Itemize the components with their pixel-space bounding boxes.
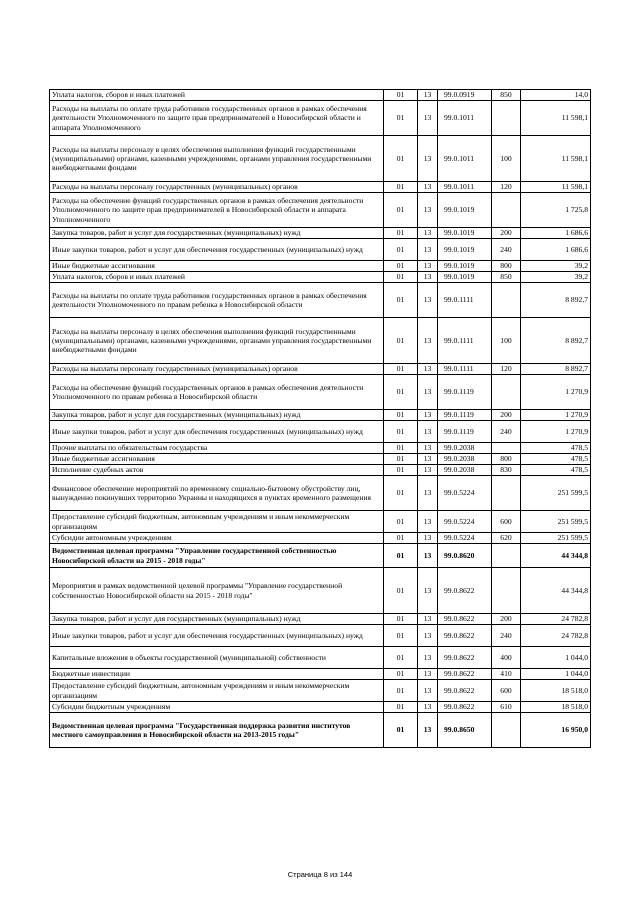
row-expense-type [492, 283, 521, 318]
row-subsection-code: 13 [418, 625, 438, 647]
row-expense-type [492, 713, 521, 748]
row-expense-type: 240 [492, 421, 521, 443]
row-expense-type: 240 [492, 625, 521, 647]
row-name: Бюджетные инвестиции [50, 669, 384, 680]
row-expense-type: 200 [492, 228, 521, 239]
row-name: Расходы на обеспечение функций государственных органов в рамках обеспечения деятельности Уполномоченного по правам ребенка в Новосибирской области [50, 375, 384, 410]
row-subsection-code: 13 [418, 283, 438, 318]
row-section-code: 01 [384, 193, 418, 228]
row-section-code: 01 [384, 465, 418, 476]
row-amount: 11 598,1 [521, 101, 591, 136]
table-row [50, 647, 591, 669]
row-expense-type: 600 [492, 680, 521, 702]
row-amount: 1 686,6 [521, 228, 591, 239]
row-expense-type: 850 [492, 90, 521, 101]
row-amount: 1 044,0 [521, 647, 591, 669]
row-name: Расходы на выплаты персоналу в целях обеспечения выполнения функций государственными (муниципальными) органами, казенными учреждениями, органами управления государственными внебюджетными фондами [50, 318, 384, 364]
row-section-code: 01 [384, 90, 418, 101]
row-target-article: 99.0.1019 [438, 272, 492, 283]
table-row [50, 375, 591, 410]
row-section-code: 01 [384, 410, 418, 421]
row-expense-type [492, 476, 521, 511]
row-amount: 8 892,7 [521, 364, 591, 375]
row-name: Прочие выплаты по обязательствам государства [50, 443, 384, 454]
table-row [50, 193, 591, 228]
row-target-article: 99.0.1019 [438, 261, 492, 272]
budget-table-body [50, 90, 591, 748]
row-target-article: 99.0.8622 [438, 625, 492, 647]
row-amount: 18 518,0 [521, 702, 591, 713]
row-name: Иные закупки товаров, работ и услуг для обеспечения государственных (муниципальных) нужд [50, 421, 384, 443]
table-row [50, 239, 591, 261]
row-name: Предоставление субсидий бюджетным, автономным учреждениям и иным некоммерческим организациям [50, 511, 384, 533]
row-amount: 16 950,0 [521, 713, 591, 748]
row-subsection-code: 13 [418, 272, 438, 283]
row-section-code: 01 [384, 182, 418, 193]
row-name: Иные бюджетные ассигнования [50, 261, 384, 272]
row-name: Субсидии автономным учреждениям [50, 533, 384, 544]
row-name: Ведомственная целевая программа "Государственная поддержка развития институтов местного самоуправления в Новосибирской области на 2013-2015 годы" [50, 713, 384, 748]
row-section-code: 01 [384, 568, 418, 614]
row-subsection-code: 13 [418, 410, 438, 421]
row-section-code: 01 [384, 228, 418, 239]
row-subsection-code: 13 [418, 101, 438, 136]
row-subsection-code: 13 [418, 421, 438, 443]
row-amount: 251 599,5 [521, 533, 591, 544]
row-expense-type [492, 443, 521, 454]
row-name: Уплата налогов, сборов и иных платежей [50, 272, 384, 283]
row-target-article: 99.0.1011 [438, 101, 492, 136]
row-amount: 1 686,6 [521, 239, 591, 261]
row-subsection-code: 13 [418, 669, 438, 680]
row-amount: 8 892,7 [521, 318, 591, 364]
row-section-code: 01 [384, 136, 418, 182]
row-target-article: 99.0.2038 [438, 465, 492, 476]
row-subsection-code: 13 [418, 90, 438, 101]
table-row [50, 669, 591, 680]
row-subsection-code: 13 [418, 713, 438, 748]
row-expense-type: 410 [492, 669, 521, 680]
row-target-article: 99.0.1111 [438, 318, 492, 364]
row-section-code: 01 [384, 669, 418, 680]
row-expense-type: 100 [492, 318, 521, 364]
row-target-article: 99.0.8622 [438, 568, 492, 614]
row-subsection-code: 13 [418, 318, 438, 364]
row-target-article: 99.0.8650 [438, 713, 492, 748]
row-expense-type: 200 [492, 614, 521, 625]
row-target-article: 99.0.8622 [438, 669, 492, 680]
table-row [50, 443, 591, 454]
row-subsection-code: 13 [418, 193, 438, 228]
row-subsection-code: 13 [418, 568, 438, 614]
row-target-article: 99.0.8622 [438, 614, 492, 625]
row-expense-type [492, 193, 521, 228]
row-amount: 44 344,8 [521, 544, 591, 568]
row-name: Расходы на выплаты персоналу государственных (муниципальных) органов [50, 182, 384, 193]
row-section-code: 01 [384, 101, 418, 136]
row-target-article: 99.0.8622 [438, 680, 492, 702]
row-subsection-code: 13 [418, 364, 438, 375]
row-target-article: 99.0.2038 [438, 454, 492, 465]
row-amount: 24 782,8 [521, 625, 591, 647]
row-target-article: 99.0.5224 [438, 476, 492, 511]
row-expense-type: 620 [492, 533, 521, 544]
row-amount: 1 270,9 [521, 421, 591, 443]
row-amount: 11 598,1 [521, 136, 591, 182]
row-section-code: 01 [384, 261, 418, 272]
row-amount: 11 598,1 [521, 182, 591, 193]
row-subsection-code: 13 [418, 702, 438, 713]
row-expense-type: 100 [492, 136, 521, 182]
row-target-article: 99.0.8622 [438, 647, 492, 669]
row-name: Расходы на выплаты персоналу государственных (муниципальных) органов [50, 364, 384, 375]
row-name: Исполнение судебных актов [50, 465, 384, 476]
row-name: Предоставление субсидий бюджетным, автономным учреждениям и иным некоммерческим организациям [50, 680, 384, 702]
budget-table [49, 89, 591, 748]
row-target-article: 99.0.8622 [438, 702, 492, 713]
row-subsection-code: 13 [418, 465, 438, 476]
row-name: Уплата налогов, сборов и иных платежей [50, 90, 384, 101]
row-target-article: 99.0.1111 [438, 283, 492, 318]
row-target-article: 99.0.1019 [438, 228, 492, 239]
table-row [50, 533, 591, 544]
row-target-article: 99.0.0919 [438, 90, 492, 101]
row-amount: 39,2 [521, 272, 591, 283]
table-row [50, 568, 591, 614]
row-subsection-code: 13 [418, 239, 438, 261]
table-row [50, 410, 591, 421]
table-row [50, 680, 591, 702]
row-section-code: 01 [384, 702, 418, 713]
row-section-code: 01 [384, 318, 418, 364]
row-name: Расходы на обеспечение функций государственных органов в рамках обеспечения деятельности Уполномоченного по защите прав предпринимателей в Новосибирской области и аппарата Уполномоченного [50, 193, 384, 228]
row-amount: 1 725,8 [521, 193, 591, 228]
row-expense-type [492, 101, 521, 136]
table-row [50, 713, 591, 748]
row-amount: 24 782,8 [521, 614, 591, 625]
row-subsection-code: 13 [418, 680, 438, 702]
row-subsection-code: 13 [418, 261, 438, 272]
row-name: Финансовое обеспечение мероприятий по временному социально-бытовому обустройству лиц, вынужденно покинувших территорию Украины и находящихся в пунктах временного размещения [50, 476, 384, 511]
table-row [50, 421, 591, 443]
table-row [50, 476, 591, 511]
row-name: Иные бюджетные ассигнования [50, 454, 384, 465]
row-amount: 44 344,8 [521, 568, 591, 614]
table-row [50, 544, 591, 568]
row-expense-type: 120 [492, 364, 521, 375]
table-row [50, 625, 591, 647]
row-expense-type: 240 [492, 239, 521, 261]
row-section-code: 01 [384, 625, 418, 647]
row-amount: 478,5 [521, 454, 591, 465]
row-subsection-code: 13 [418, 476, 438, 511]
row-expense-type: 610 [492, 702, 521, 713]
row-subsection-code: 13 [418, 182, 438, 193]
row-name: Расходы на выплаты по оплате труда работников государственных органов в рамках обеспечения деятельности Уполномоченного по защите прав предпринимателей в Новосибирской области и аппарата Уполномоченного [50, 101, 384, 136]
row-target-article: 99.0.1011 [438, 182, 492, 193]
row-amount: 1 270,9 [521, 410, 591, 421]
row-target-article: 99.0.1119 [438, 421, 492, 443]
row-section-code: 01 [384, 713, 418, 748]
table-row [50, 465, 591, 476]
row-name: Расходы на выплаты персоналу в целях обеспечения выполнения функций государственными (муниципальными) органами, казенными учреждениями, органами управления государственными внебюджетными фондами [50, 136, 384, 182]
table-row [50, 614, 591, 625]
row-amount: 251 599,5 [521, 511, 591, 533]
row-name: Иные закупки товаров, работ и услуг для обеспечения государственных (муниципальных) нужд [50, 625, 384, 647]
row-section-code: 01 [384, 375, 418, 410]
row-section-code: 01 [384, 239, 418, 261]
row-target-article: 99.0.5224 [438, 533, 492, 544]
row-subsection-code: 13 [418, 533, 438, 544]
row-expense-type: 120 [492, 182, 521, 193]
row-amount: 8 892,7 [521, 283, 591, 318]
row-subsection-code: 13 [418, 375, 438, 410]
row-expense-type: 800 [492, 454, 521, 465]
table-row [50, 90, 591, 101]
row-subsection-code: 13 [418, 454, 438, 465]
row-expense-type [492, 544, 521, 568]
row-subsection-code: 13 [418, 647, 438, 669]
row-amount: 478,5 [521, 443, 591, 454]
row-expense-type: 600 [492, 511, 521, 533]
row-section-code: 01 [384, 283, 418, 318]
row-target-article: 99.0.1111 [438, 364, 492, 375]
row-target-article: 99.0.8620 [438, 544, 492, 568]
row-expense-type: 830 [492, 465, 521, 476]
row-section-code: 01 [384, 454, 418, 465]
row-section-code: 01 [384, 544, 418, 568]
row-section-code: 01 [384, 614, 418, 625]
table-row [50, 182, 591, 193]
row-amount: 14,0 [521, 90, 591, 101]
table-row [50, 228, 591, 239]
row-name: Закупка товаров, работ и услуг для государственных (муниципальных) нужд [50, 228, 384, 239]
row-name: Капитальные вложения в объекты государственной (муниципальной) собственности [50, 647, 384, 669]
table-row [50, 511, 591, 533]
row-subsection-code: 13 [418, 614, 438, 625]
row-section-code: 01 [384, 272, 418, 283]
table-row [50, 454, 591, 465]
row-expense-type: 200 [492, 410, 521, 421]
table-row [50, 318, 591, 364]
row-expense-type: 850 [492, 272, 521, 283]
row-expense-type: 800 [492, 261, 521, 272]
row-subsection-code: 13 [418, 136, 438, 182]
row-section-code: 01 [384, 680, 418, 702]
row-section-code: 01 [384, 476, 418, 511]
row-subsection-code: 13 [418, 544, 438, 568]
row-target-article: 99.0.1019 [438, 239, 492, 261]
row-target-article: 99.0.1011 [438, 136, 492, 182]
row-target-article: 99.0.1019 [438, 193, 492, 228]
row-name: Субсидии бюджетным учреждениям [50, 702, 384, 713]
row-name: Иные закупки товаров, работ и услуг для обеспечения государственных (муниципальных) нужд [50, 239, 384, 261]
row-amount: 18 518,0 [521, 680, 591, 702]
page-footer: Страница 8 из 144 [287, 870, 353, 879]
row-amount: 1 044,0 [521, 669, 591, 680]
row-amount: 478,5 [521, 465, 591, 476]
row-amount: 251 599,5 [521, 476, 591, 511]
row-section-code: 01 [384, 443, 418, 454]
row-section-code: 01 [384, 511, 418, 533]
row-subsection-code: 13 [418, 228, 438, 239]
row-name: Мероприятия в рамках ведомственной целевой программы "Управление государственной собственностью Новосибирской области на 2015 - 2018 годы" [50, 568, 384, 614]
row-expense-type [492, 375, 521, 410]
row-target-article: 99.0.2038 [438, 443, 492, 454]
table-row [50, 283, 591, 318]
table-row [50, 364, 591, 375]
row-section-code: 01 [384, 533, 418, 544]
row-name: Ведомственная целевая программа "Управление государственной собственностью Новосибирской области на 2015 - 2018 годы" [50, 544, 384, 568]
row-subsection-code: 13 [418, 511, 438, 533]
row-amount: 39,2 [521, 261, 591, 272]
row-subsection-code: 13 [418, 443, 438, 454]
row-target-article: 99.0.1119 [438, 410, 492, 421]
row-target-article: 99.0.5224 [438, 511, 492, 533]
row-name: Закупка товаров, работ и услуг для государственных (муниципальных) нужд [50, 410, 384, 421]
table-row [50, 272, 591, 283]
row-section-code: 01 [384, 421, 418, 443]
table-row [50, 101, 591, 136]
table-row [50, 702, 591, 713]
table-row [50, 261, 591, 272]
row-expense-type [492, 568, 521, 614]
row-expense-type: 400 [492, 647, 521, 669]
row-target-article: 99.0.1119 [438, 375, 492, 410]
row-amount: 1 270,9 [521, 375, 591, 410]
row-section-code: 01 [384, 364, 418, 375]
row-section-code: 01 [384, 647, 418, 669]
table-row [50, 136, 591, 182]
row-name: Закупка товаров, работ и услуг для государственных (муниципальных) нужд [50, 614, 384, 625]
row-name: Расходы на выплаты по оплате труда работников государственных органов в рамках обеспечения деятельности Уполномоченного по правам ребенка в Новосибирской области [50, 283, 384, 318]
